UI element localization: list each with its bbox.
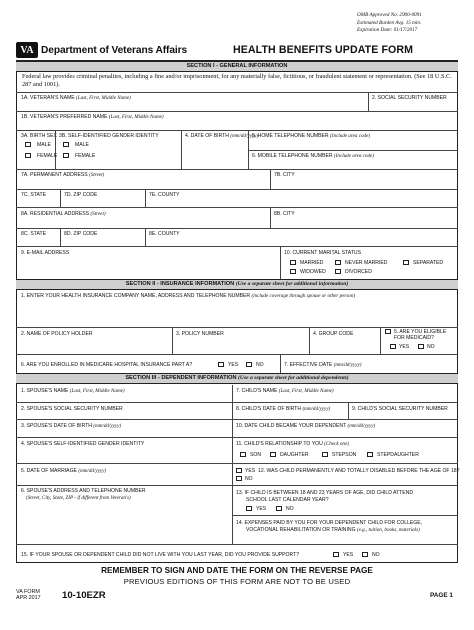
permanent-county-label: 7E. COUNTY [149, 192, 180, 198]
separated-checkbox[interactable] [403, 260, 409, 265]
form-number: 10-10EZR [62, 590, 106, 601]
home-phone-label: 5. HOME TELEPHONE NUMBER (Include area code) [252, 133, 371, 139]
married-label: MARRIED [300, 260, 324, 266]
birth-sex-male-checkbox[interactable] [25, 142, 31, 147]
email-label: 9. E-MAIL ADDRESS [21, 250, 70, 256]
va-logo [16, 42, 187, 58]
school-question-label: 13. IF CHILD IS BETWEEN 18 AND 23 YEARS OF AGE, DID CHILD ATTEND [236, 490, 414, 496]
spouse-dob-label: 3. SPOUSE'S DATE OF BIRTH (mm/dd/yyyy) [21, 423, 122, 429]
support-no-label: NO [372, 552, 380, 558]
group-code-label: 4. GROUP CODE [313, 331, 354, 337]
divorced-checkbox[interactable] [335, 269, 341, 274]
son-checkbox[interactable] [240, 452, 246, 457]
mobile-phone-label: 6. MOBILE TELEPHONE NUMBER (Include area code) [252, 153, 374, 159]
widowed-label: WIDOWED [300, 269, 326, 275]
dob-label: 4. DATE OF BIRTH (mm/dd/yyyy) [185, 133, 259, 139]
omb-info [357, 12, 467, 35]
omb-approved: OMB Approved No. 2900-0091 [357, 12, 422, 18]
gender-female-checkbox[interactable] [63, 153, 69, 158]
va-form-label: VA FORM APR 2017 [16, 589, 41, 602]
legal-notice: Federal law provides criminal penalties, including a fine and/or imprisonment, for any materially false, fictitious, or fraudulent statement or representation. (See 18 U.S.C. 287 and 1001). [22, 73, 452, 89]
support-question-label: 15. IF YOUR SPOUSE OR DEPENDENT CHILD DID NOT LIVE WITH YOU LAST YEAR, DID YOU PROVIDE SUPPORT? [21, 552, 300, 558]
medicare-yes-checkbox[interactable] [218, 362, 224, 367]
child-dob-label: 8. CHILD'S DATE OF BIRTH (mm/dd/yyyy) [236, 406, 331, 412]
residential-address-label: 8A. RESIDENTIAL ADDRESS (Street) [21, 211, 106, 217]
stepson-checkbox[interactable] [322, 452, 328, 457]
birth-sex-label: 3A. BIRTH SEX [21, 133, 57, 139]
residential-county-label: 8E. COUNTY [149, 231, 180, 237]
school-no-checkbox[interactable] [276, 506, 282, 511]
medicare-yes-label: YES [228, 362, 239, 368]
support-yes-label: YES [343, 552, 354, 558]
omb-expiration: Expiration Date: 01/17/2017 [357, 27, 418, 34]
support-yes-checkbox[interactable] [333, 552, 339, 557]
never-married-label: NEVER MARRIED [345, 260, 388, 266]
disabled-yes-checkbox[interactable] [236, 468, 242, 473]
sign-reminder: REMEMBER TO SIGN AND DATE THE FORM ON THE REVERSE PAGE [101, 566, 373, 575]
stepson-label: STEPSON [332, 452, 357, 458]
never-married-checkbox[interactable] [335, 260, 341, 265]
spouse-gender-label: 4. SPOUSE'S SELF-IDENTIFIED GENDER IDENTITY [21, 441, 145, 447]
previous-editions-notice: PREVIOUS EDITIONS OF THIS FORM ARE NOT TO BE USED [123, 577, 351, 586]
disabled-question-label: 12. WAS CHILD PERMANENTLY AND TOTALLY DISABLED BEFORE THE AGE OF 18? [258, 468, 460, 474]
spouse-address-label: 6. SPOUSE'S ADDRESS AND TELEPHONE NUMBER [21, 488, 146, 494]
birth-sex-female-checkbox[interactable] [25, 153, 31, 158]
section-3-header: SECTION III - DEPENDENT INFORMATION (Use a separate sheet for additional dependents) [16, 373, 458, 384]
effective-date-label: 7. EFFECTIVE DATE (mm/dd/yyyy) [284, 362, 362, 368]
section-1-header: SECTION I - GENERAL INFORMATION [16, 61, 458, 72]
insurance-company-label: 1. ENTER YOUR HEALTH INSURANCE COMPANY NAME, ADDRESS AND TELEPHONE NUMBER (include coverage through spouse or other person) [21, 293, 356, 299]
gender-male-checkbox[interactable] [63, 142, 69, 147]
medicaid-label: 5. ARE YOU ELIGIBLE FOR MEDICAID? [394, 329, 447, 342]
disabled-yes-label: YES [245, 468, 256, 474]
preferred-name-label: 1B. VETERAN'S PREFERRED NAME (Last, First, Middle Name) [21, 114, 164, 120]
medicaid-yes-checkbox[interactable] [390, 344, 396, 349]
support-no-checkbox[interactable] [362, 552, 368, 557]
stepdaughter-checkbox[interactable] [367, 452, 373, 457]
birth-sex-male-label: MALE [37, 142, 51, 148]
expenses-label: 14. EXPENSES PAID BY YOU FOR YOUR DEPENDENT CHILD FOR COLLEGE, [236, 520, 423, 526]
child-relationship-label: 11. CHILD'S RELATIONSHIP TO YOU (Check one) [236, 441, 349, 447]
policy-number-label: 3. POLICY NUMBER [176, 331, 224, 337]
va-seal-icon: VA [16, 42, 38, 58]
residential-city-label: 8B. CITY [274, 211, 295, 217]
medicaid-no-label: NO [427, 344, 435, 350]
child-name-label: 7. CHILD'S NAME (Last, First, Middle Name) [236, 388, 334, 394]
medicare-no-checkbox[interactable] [246, 362, 252, 367]
disabled-no-checkbox[interactable] [236, 476, 242, 481]
spouse-address-hint: (Street, City, State, ZIP - if different from Veteran's) [26, 495, 131, 501]
marital-status-label: 10. CURRENT MARITAL STATUS [284, 250, 361, 256]
medicaid-no-checkbox[interactable] [418, 344, 424, 349]
veteran-name-label: 1A. VETERAN'S NAME (Last, First, Middle Name) [21, 95, 131, 101]
gender-identity-label: 3B. SELF-IDENTIFIED GENDER IDENTITY [59, 133, 159, 139]
birth-sex-female-label: FEMALE [37, 153, 58, 159]
permanent-address-label: 7A. PERMANENT ADDRESS (Street) [21, 172, 105, 178]
spouse-ssn-label: 2. SPOUSE'S SOCIAL SECURITY NUMBER [21, 406, 123, 412]
stepdaughter-label: STEPDAUGHTER [377, 452, 419, 458]
residential-zip-label: 8D. ZIP CODE [64, 231, 98, 237]
son-label: SON [250, 452, 262, 458]
separated-label: SEPARATED [413, 260, 444, 266]
form-title: HEALTH BENEFITS UPDATE FORM [233, 44, 414, 56]
daughter-checkbox[interactable] [270, 452, 276, 457]
section-2-header: SECTION II - INSURANCE INFORMATION (Use a separate sheet for additional information) [16, 279, 458, 290]
school-yes-checkbox[interactable] [246, 506, 252, 511]
school-yes-label: YES [256, 506, 267, 512]
marriage-date-label: 5. DATE OF MARRIAGE (mm/dd/yyyy) [21, 468, 107, 474]
married-checkbox[interactable] [290, 260, 296, 265]
department-name: Department of Veterans Affairs [41, 44, 188, 56]
permanent-city-label: 7B. CITY [274, 172, 295, 178]
permanent-zip-label: 7D. ZIP CODE [64, 192, 98, 198]
medicaid-yes-label: YES [399, 344, 410, 350]
school-no-label: NO [286, 506, 294, 512]
spouse-name-label: 1. SPOUSE'S NAME (Last, First, Middle Name) [21, 388, 125, 394]
child-ssn-label: 9. CHILD'S SOCIAL SECURITY NUMBER [352, 406, 448, 412]
widowed-checkbox[interactable] [290, 269, 296, 274]
permanent-state-label: 7C. STATE [21, 192, 47, 198]
expenses-label-2: VOCATIONAL REHABILITATION OR TRAINING (e.g., tuition, books, materials) [246, 527, 420, 533]
medicaid-checkbox[interactable] [385, 329, 391, 334]
ssn-label: 2. SOCIAL SECURITY NUMBER [372, 95, 447, 101]
gender-female-label: FEMALE [75, 153, 96, 159]
disabled-no-label: NO [245, 476, 253, 482]
policy-holder-label: 2. NAME OF POLICY HOLDER [21, 331, 93, 337]
medicare-no-label: NO [256, 362, 264, 368]
page-number: PAGE 1 [430, 592, 453, 599]
divorced-label: DIVORCED [345, 269, 372, 275]
medicare-label: 6. ARE YOU ENROLLED IN MEDICARE HOSPITAL INSURANCE PART A? [21, 362, 193, 368]
omb-burden: Estimated Burden Avg. 15 min. [357, 19, 422, 26]
residential-state-label: 8C. STATE [21, 231, 47, 237]
school-question-label-2: SCHOOL LAST CALENDAR YEAR? [246, 497, 329, 503]
daughter-label: DAUGHTER [280, 452, 309, 458]
gender-male-label: MALE [75, 142, 89, 148]
child-dependent-date-label: 10. DATE CHILD BECAME YOUR DEPENDENT (mm/dd/yyyy) [236, 423, 376, 429]
